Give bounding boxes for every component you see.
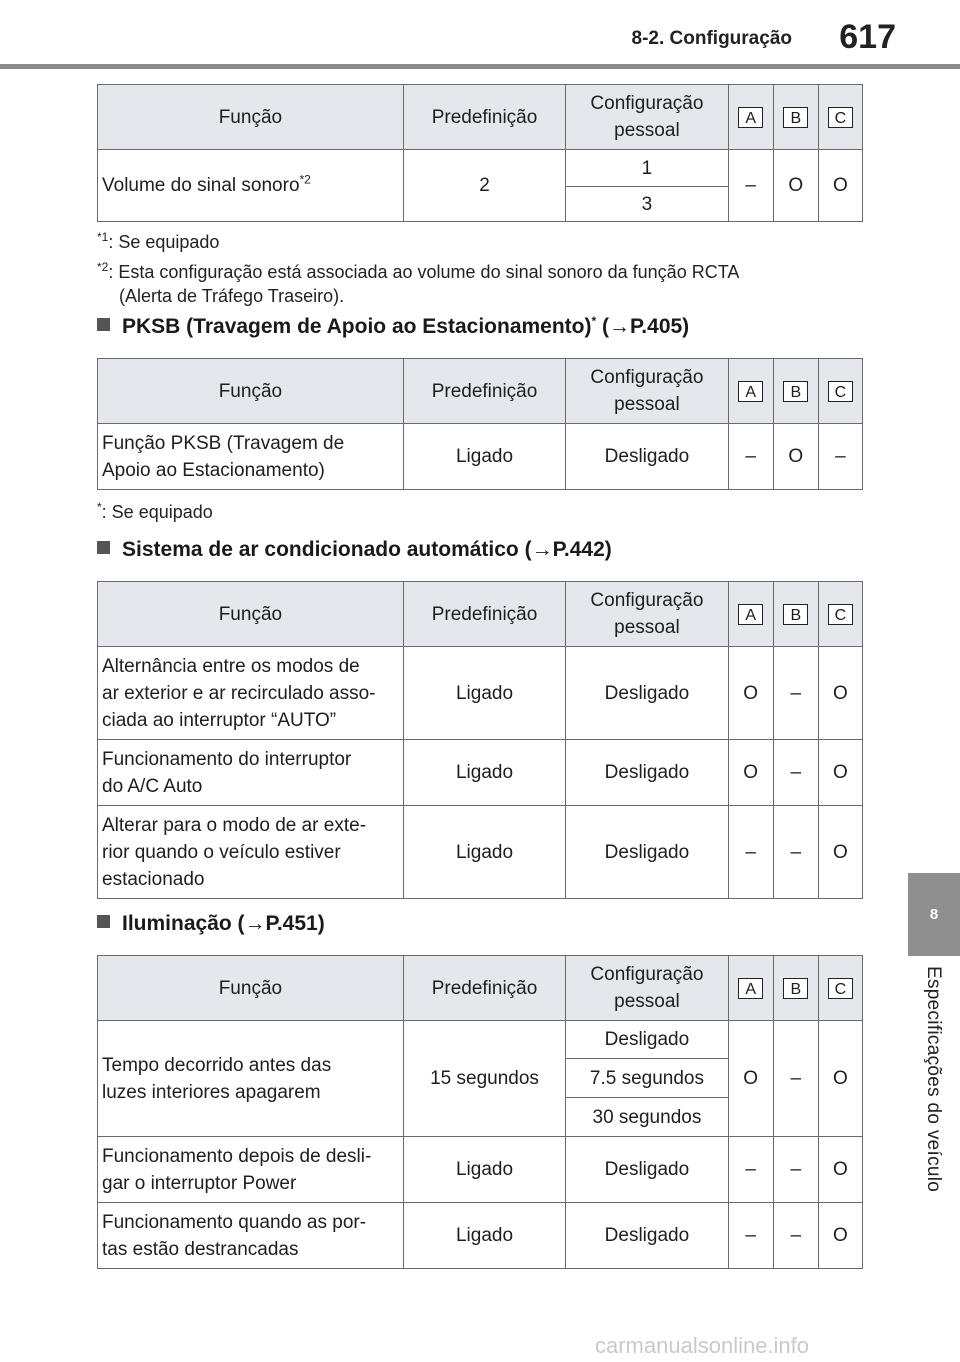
footnote-2: $^{*2}$: Esta configuração está associada ao volume do sinal sonoro da função RCTA (Alerta de Tráfego Traseiro). [97, 260, 740, 306]
personal-cell: Desligado [566, 806, 728, 899]
function-cell: Alternância entre os modos de ar exterior e ar recirculado asso- ciada ao interruptor “AUTO” [98, 647, 404, 740]
a-cell: O [728, 1021, 773, 1137]
a-box: A [738, 604, 763, 625]
section-heading-ac: Sistema de ar condicionado automático (→P.442) [97, 538, 612, 562]
c-box: C [828, 381, 853, 402]
c-box: C [828, 604, 853, 625]
header-a [728, 956, 773, 1021]
header-function: Função [98, 359, 404, 424]
a-cell: O [728, 647, 773, 740]
header-default: Predefinição [403, 582, 565, 647]
b-cell: – [773, 647, 818, 740]
function-cell: Funcionamento quando as por- tas estão destrancadas [98, 1203, 404, 1269]
c-cell: O [818, 150, 862, 222]
header-c [818, 85, 862, 150]
function-cell: Alterar para o modo de ar exte- rior quando o veículo estiver estacionado [98, 806, 404, 899]
header-b [773, 956, 818, 1021]
default-cell: Ligado [403, 1137, 565, 1203]
default-cell: Ligado [403, 647, 565, 740]
default-cell: Ligado [403, 740, 565, 806]
section-header-title: 8-2. Configuração [631, 28, 792, 49]
b-box: B [783, 604, 808, 625]
personal-cell: Desligado [566, 1137, 728, 1203]
a-cell: O [728, 740, 773, 806]
default-cell: Ligado [403, 424, 565, 490]
header-function: Função [98, 956, 404, 1021]
chapter-number: 8 [929, 906, 939, 923]
a-cell: – [728, 150, 773, 222]
footnote-3: *: Se equipado [97, 500, 213, 522]
a-cell: – [728, 1137, 773, 1203]
table-row [98, 150, 863, 187]
header-function: Função [98, 85, 404, 150]
table-row [98, 424, 863, 490]
a-box: A [738, 107, 763, 128]
function-cell: Volume do sinal sonoro$^{*2}$ [98, 150, 404, 222]
b-cell: – [773, 806, 818, 899]
c-cell: O [818, 806, 862, 899]
page-number: 617 [839, 18, 896, 56]
table-row [98, 1203, 863, 1269]
pksb-table [97, 358, 863, 490]
header-default: Predefinição [403, 359, 565, 424]
c-cell: O [818, 740, 862, 806]
a-box: A [738, 381, 763, 402]
table-header-row [98, 359, 863, 424]
c-cell: O [818, 1137, 862, 1203]
header-default: Predefinição [403, 956, 565, 1021]
section-heading-pksb: PKSB (Travagem de Apoio ao Estacionamento)* (→P.405) [97, 315, 689, 339]
header-c [818, 582, 862, 647]
c-box: C [828, 107, 853, 128]
table-header-row [98, 582, 863, 647]
personal-cell: Desligado [566, 1021, 728, 1059]
b-cell: – [773, 1137, 818, 1203]
table-row [98, 806, 863, 899]
ac-table [97, 581, 863, 899]
personal-cell: Desligado [566, 647, 728, 740]
b-box: B [783, 381, 808, 402]
b-cell: O [773, 150, 818, 222]
b-cell: – [773, 1021, 818, 1137]
header-c [818, 956, 862, 1021]
sound-volume-table [97, 84, 863, 222]
footnote-1: $^{*1}$: Se equipado [97, 230, 220, 252]
square-bullet-icon [97, 915, 110, 928]
b-box: B [783, 978, 808, 999]
header-personal: Configuração pessoal [566, 956, 728, 1021]
personal-cell: 3 [566, 187, 728, 222]
table-row [98, 1021, 863, 1059]
section-heading-lighting: Iluminação (→P.451) [97, 912, 325, 936]
b-cell: O [773, 424, 818, 490]
square-bullet-icon [97, 541, 110, 554]
header-personal: Configuração pessoal [566, 582, 728, 647]
header-b [773, 85, 818, 150]
header-c [818, 359, 862, 424]
personal-cell: Desligado [566, 740, 728, 806]
watermark: carmanualsonline.info [595, 1333, 810, 1358]
header-function: Função [98, 582, 404, 647]
header-a [728, 359, 773, 424]
function-cell: Função PKSB (Travagem de Apoio ao Estacionamento) [98, 424, 404, 490]
header-b [773, 582, 818, 647]
default-cell: 2 [403, 150, 565, 222]
b-cell: – [773, 740, 818, 806]
b-cell: – [773, 1203, 818, 1269]
c-cell: O [818, 1203, 862, 1269]
c-cell: O [818, 1021, 862, 1137]
square-bullet-icon [97, 318, 110, 331]
chapter-tab [908, 873, 960, 956]
function-cell: Tempo decorrido antes das luzes interiores apagarem [98, 1021, 404, 1137]
a-box: A [738, 978, 763, 999]
a-cell: – [728, 424, 773, 490]
c-cell: – [818, 424, 862, 490]
c-cell: O [818, 647, 862, 740]
header-b [773, 359, 818, 424]
default-cell: Ligado [403, 806, 565, 899]
chapter-title: Especificações do veículo [923, 966, 944, 1193]
a-cell: – [728, 806, 773, 899]
table-row [98, 1137, 863, 1203]
table-row [98, 740, 863, 806]
header-a [728, 85, 773, 150]
header-personal: Configuração pessoal [566, 359, 728, 424]
table-row [98, 647, 863, 740]
header-divider [0, 64, 960, 69]
personal-cell: Desligado [566, 424, 728, 490]
function-cell: Funcionamento do interruptor do A/C Auto [98, 740, 404, 806]
lighting-table [97, 955, 863, 1269]
personal-cell: 1 [566, 150, 728, 187]
table-header-row [98, 956, 863, 1021]
default-cell: 15 segundos [403, 1021, 565, 1137]
table-header-row [98, 85, 863, 150]
default-cell: Ligado [403, 1203, 565, 1269]
b-box: B [783, 107, 808, 128]
header-a [728, 582, 773, 647]
header-default: Predefinição [403, 85, 565, 150]
function-cell: Funcionamento depois de desli- gar o interruptor Power [98, 1137, 404, 1203]
c-box: C [828, 978, 853, 999]
personal-cell: 7.5 segundos [566, 1059, 728, 1098]
personal-cell: 30 segundos [566, 1098, 728, 1137]
personal-cell: Desligado [566, 1203, 728, 1269]
a-cell: – [728, 1203, 773, 1269]
header-personal: Configuração pessoal [566, 85, 728, 150]
